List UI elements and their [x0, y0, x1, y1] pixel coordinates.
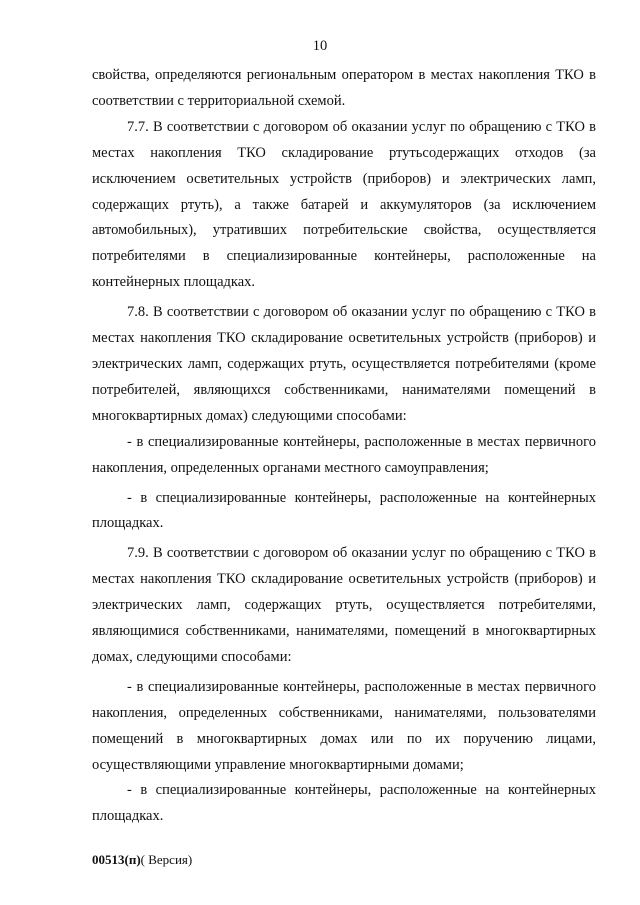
list-item-local-government: - в специализированные контейнеры, расположенные в местах первичного накопления, определенных органами местного самоуправления; — [92, 433, 596, 476]
paragraph-7-9: 7.9. В соответствии с договором об оказании услуг по обращению с ТКО в местах накопления ТКО складирование осветительных устройств (приборов) и электрических ламп, содержащих ртуть, осуществляется потребителями, являющимися собственниками, нанимателями, помещений в многоквартирных домах, следующими способами: — [92, 545, 596, 665]
paragraph-7-8: 7.8. В соответствии с договором об оказании услуг по обращению с ТКО в местах накопления ТКО складирование осветительных устройств (приборов) и электрических ламп, содержащих ртуть, осуществляется потребителями (кроме потребителей, являющихся собственниками, нанимателями помещений в многоквартирных домах) следующими способами: — [92, 304, 596, 424]
footer-version: ( Версия) — [140, 852, 193, 867]
document-body — [92, 63, 596, 830]
paragraph-continuation: свойства, определяются региональным оператором в местах накопления ТКО в соответствии с территориальной схемой. — [92, 67, 596, 109]
footer-document-code — [92, 852, 192, 868]
list-item-container-sites-2: - в специализированные контейнеры, расположенные на контейнерных площадках. — [92, 782, 596, 825]
list-item-owners: - в специализированные контейнеры, расположенные в местах первичного накопления, определенных собственниками, нанимателями, пользователями помещений в многоквартирных домах или по их поручению лицами, осуществляющими управление многоквартирными домами; — [92, 678, 596, 773]
list-item-container-sites: - в специализированные контейнеры, расположенные на контейнерных площадках. — [92, 489, 596, 532]
footer-code: 00513(п) — [92, 852, 141, 867]
paragraph-7-7: 7.7. В соответствии с договором об оказании услуг по обращению с ТКО в местах накопления ТКО складирование ртутьсодержащих отходов (за исключением осветительных устройств (приборов) и электрических ламп, содержащих ртуть), а также батарей и аккумуляторов (за исключением автомобильных), утративших потребительские свойства, осуществляется потребителями в специализированные контейнеры, расположенные на контейнерных площадках. — [92, 118, 596, 291]
page-number: 10 — [312, 38, 328, 54]
